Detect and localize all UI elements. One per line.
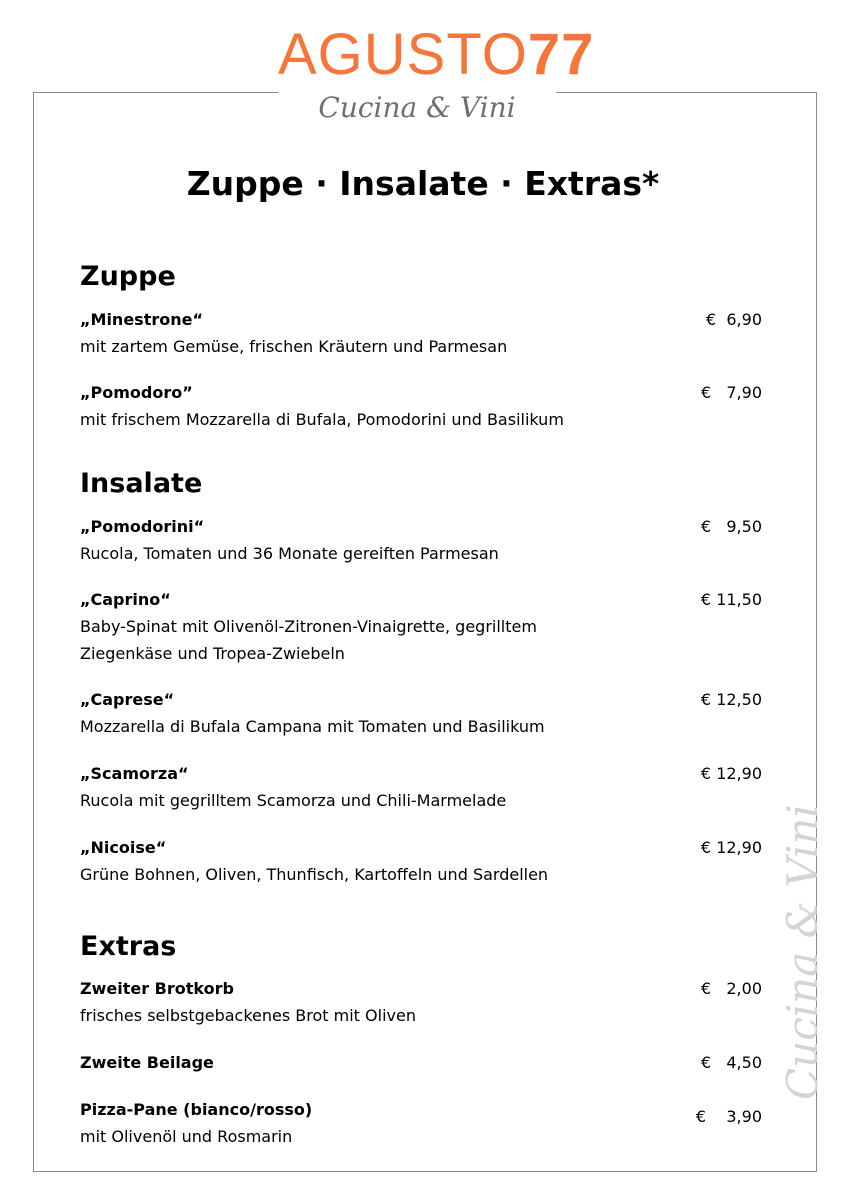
item-price-caprese: € 12,50 — [700, 690, 762, 709]
item-desc-pizza-pane: mit Olivenöl und Rosmarin — [80, 1127, 293, 1146]
item-desc-nicoise: Grüne Bohnen, Oliven, Thunfisch, Kartoffeln und Sardellen — [80, 865, 549, 884]
item-name-minestrone: „Minestrone“ — [80, 310, 203, 329]
item-desc-scamorza: Rucola mit gegrilltem Scamorza und Chili-Marmelade — [80, 791, 507, 810]
item-price-minestrone: € 6,90 — [706, 310, 762, 329]
item-price-nicoise: € 12,90 — [700, 838, 762, 857]
item-name-caprino: „Caprino“ — [80, 590, 171, 609]
item-desc-zweiter-brotkorb: frisches selbstgebackenes Brot mit Oliven — [80, 1006, 416, 1025]
item-price-pomodorini: € 9,50 — [700, 517, 762, 536]
logo-wordmark — [278, 22, 595, 88]
cucina-vini-watermark: Cucina & Vini — [778, 804, 827, 1100]
item-name-pomodorini: „Pomodorini“ — [80, 517, 205, 536]
item-price-zweite-beilage: € 4,50 — [700, 1053, 762, 1072]
item-desc-caprino-line1: Baby-Spinat mit Olivenöl-Zitronen-Vinaigrette, gegrilltem — [80, 617, 537, 636]
item-price-zweiter-brotkorb: € 2,00 — [700, 979, 762, 998]
item-desc-pomodoro: mit frischem Mozzarella di Bufala, Pomodorini und Basilikum — [80, 410, 564, 429]
item-price-caprino: € 11,50 — [700, 590, 762, 609]
logo-tagline: Cucina & Vini — [318, 91, 516, 124]
item-name-caprese: „Caprese“ — [80, 690, 175, 709]
item-name-pizza-pane: Pizza-Pane (bianco/rosso) — [80, 1100, 313, 1119]
item-name-pomodoro: „Pomodoro” — [80, 383, 193, 402]
item-name-nicoise: „Nicoise“ — [80, 838, 167, 857]
item-price-pizza-pane: € 3,90 — [695, 1107, 762, 1126]
item-desc-caprese: Mozzarella di Bufala Campana mit Tomaten und Basilikum — [80, 717, 545, 736]
logo-number: 77 — [527, 22, 595, 87]
item-name-zweite-beilage: Zweite Beilage — [80, 1053, 214, 1072]
item-desc-pomodorini: Rucola, Tomaten und 36 Monate gereiften Parmesan — [80, 544, 499, 563]
item-name-zweiter-brotkorb: Zweiter Brotkorb — [80, 979, 234, 998]
page-title: Zuppe · Insalate · Extras* — [186, 164, 660, 203]
section-title-extras: Extras — [80, 931, 177, 962]
section-title-insalate: Insalate — [80, 468, 203, 499]
restaurant-logo — [278, 22, 595, 124]
item-desc-caprino-line2: Ziegenkäse und Tropea-Zwiebeln — [80, 644, 345, 663]
logo-name: AGUSTO — [278, 22, 528, 87]
section-title-zuppe: Zuppe — [80, 261, 176, 292]
item-desc-minestrone: mit zartem Gemüse, frischen Kräutern und Parmesan — [80, 337, 508, 356]
item-name-scamorza: „Scamorza“ — [80, 764, 189, 783]
item-price-pomodoro: € 7,90 — [700, 383, 762, 402]
item-price-scamorza: € 12,90 — [700, 764, 762, 783]
